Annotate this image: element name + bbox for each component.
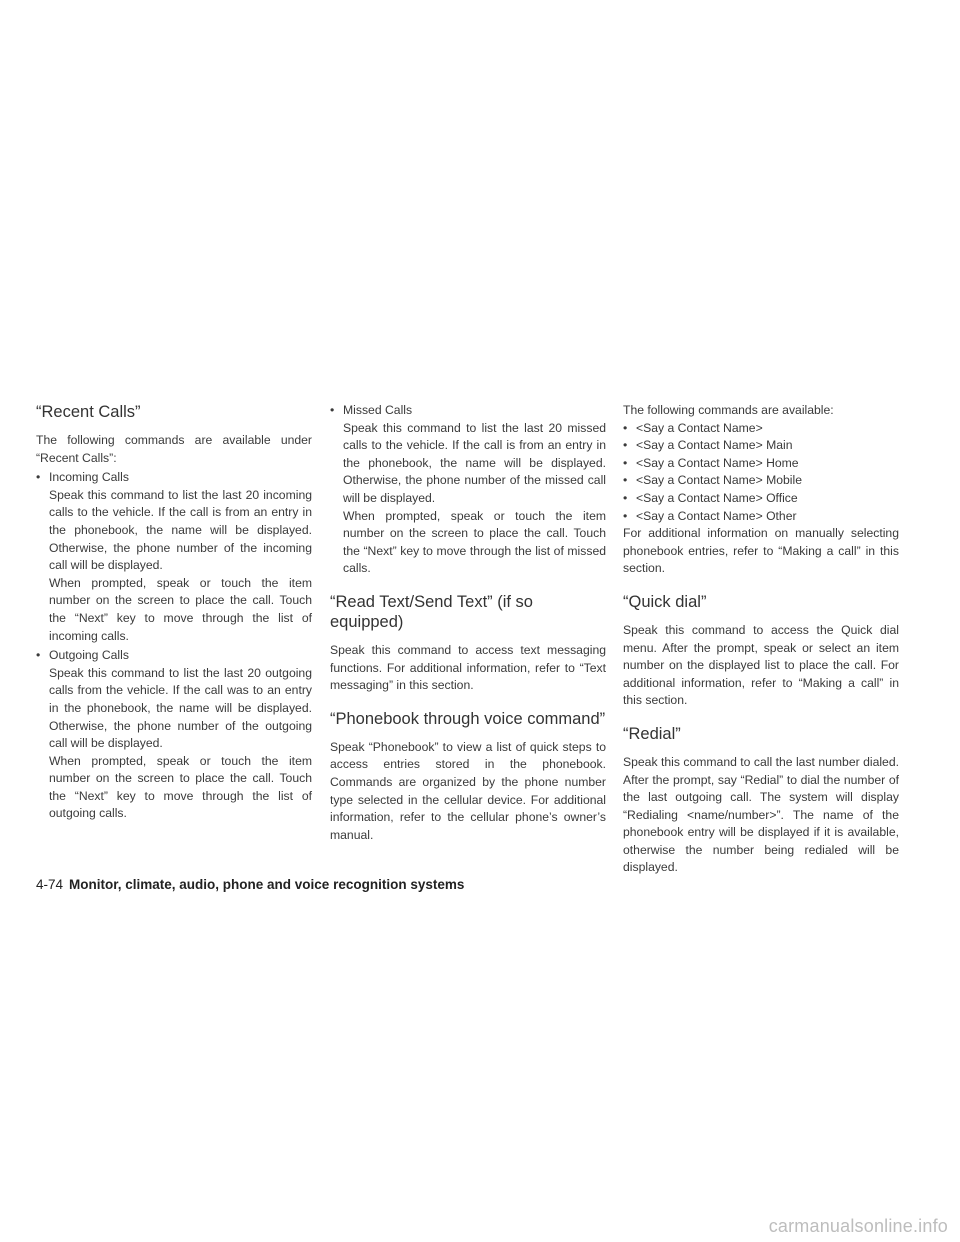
bullet: • <box>36 470 41 485</box>
quick-dial-body: Speak this command to access the Quick dial menu. After the prompt, speak or select an item number on the displayed list to place the call. For additional information, refer to “Making a call” in this section. <box>623 622 899 708</box>
recent-calls-intro: The following commands are available under “Recent Calls”: <box>36 433 312 465</box>
quick-dial-heading: “Quick dial” <box>623 592 707 611</box>
read-text-heading: “Read Text/Send Text” (if so equipped) <box>330 592 533 631</box>
command-text: <Say a Contact Name> Main <box>636 438 793 453</box>
redial-heading: “Redial” <box>623 724 681 743</box>
list-item-missed-calls <box>330 402 606 578</box>
bullet: • <box>623 438 628 453</box>
read-text-body: Speak this command to access text messaging functions. For additional information, refer to “Text messaging” in this section. <box>330 642 606 693</box>
list-item <box>623 455 899 473</box>
item-description: Speak this command to list the last 20 outgoing calls from the vehicle. If the call was to an entry in the phonebook, the name will be displayed. Otherwise, the phone number of the outgoing call will be displayed. <box>49 665 312 751</box>
column-1 <box>36 402 312 823</box>
column-3 <box>623 402 899 877</box>
redial-body: Speak this command to call the last number dialed. After the prompt, say “Redial” to dial the number of the last outgoing call. The system will display “Redialing <name/number>”. The name of the phonebook entry will be displayed if it is available, otherwise the number being redialed will be displayed. <box>623 754 899 875</box>
list-item-outgoing-calls <box>36 647 312 823</box>
list-item <box>623 472 899 490</box>
item-instruction: When prompted, speak or touch the item number on the screen to place the call. Touch the “Next” key to move through the list of missed calls. <box>343 508 606 576</box>
commands-intro: The following commands are available: <box>623 403 834 417</box>
bullet: • <box>623 455 628 470</box>
command-text: <Say a Contact Name> Home <box>636 455 799 470</box>
page-number: 4-74 <box>36 877 64 892</box>
bullet: • <box>330 403 335 417</box>
phonebook-body: Speak “Phonebook” to view a list of quick steps to access entries stored in the phonebook. Commands are organized by the phone number type selected in the cellular device. For additional information, refer to the cellular phone’s owner’s manual. <box>330 739 606 842</box>
command-text: <Say a Contact Name> Other <box>636 508 797 523</box>
bullet: • <box>623 420 628 435</box>
watermark: carmanualsonline.info <box>768 1216 948 1236</box>
phonebook-heading: “Phonebook through voice command” <box>330 709 606 728</box>
item-instruction: When prompted, speak or touch the item number on the screen to place the call. Touch the “Next” key to move through the list of outgoing calls. <box>49 753 312 821</box>
bullet: • <box>623 473 628 488</box>
item-description: Speak this command to list the last 20 incoming calls to the vehicle. If the call is from an entry in the phonebook, the name will be displayed. Otherwise, the phone number of the incoming call will be displayed. <box>49 487 312 573</box>
command-text: <Say a Contact Name> <box>636 420 763 435</box>
list-item <box>623 508 899 526</box>
list-item <box>623 490 899 508</box>
recent-calls-heading: “Recent Calls” <box>36 403 141 421</box>
column-2 <box>330 402 606 844</box>
item-label: Outgoing Calls <box>49 648 129 663</box>
commands-note: For additional information on manually selecting phonebook entries, refer to “Making a call” in this section. <box>623 526 899 576</box>
item-label: Incoming Calls <box>49 470 129 485</box>
list-item-incoming-calls <box>36 469 312 645</box>
bullet: • <box>36 648 41 663</box>
item-instruction: When prompted, speak or touch the item number on the screen to place the call. Touch the “Next” key to move through the list of incoming calls. <box>49 575 312 643</box>
bullet: • <box>623 490 628 505</box>
command-text: <Say a Contact Name> Office <box>636 490 798 505</box>
item-description: Speak this command to list the last 20 missed calls to the vehicle. If the call is from an entry in the phonebook, the name will be displayed. Otherwise, the phone number of the missed call will be displayed. <box>343 420 606 505</box>
bullet: • <box>623 508 628 523</box>
list-item <box>623 420 899 438</box>
command-text: <Say a Contact Name> Mobile <box>636 473 802 488</box>
list-item <box>623 437 899 455</box>
item-label: Missed Calls <box>343 403 413 417</box>
page-footer <box>36 877 464 892</box>
footer-title: Monitor, climate, audio, phone and voice recognition systems <box>69 877 465 892</box>
